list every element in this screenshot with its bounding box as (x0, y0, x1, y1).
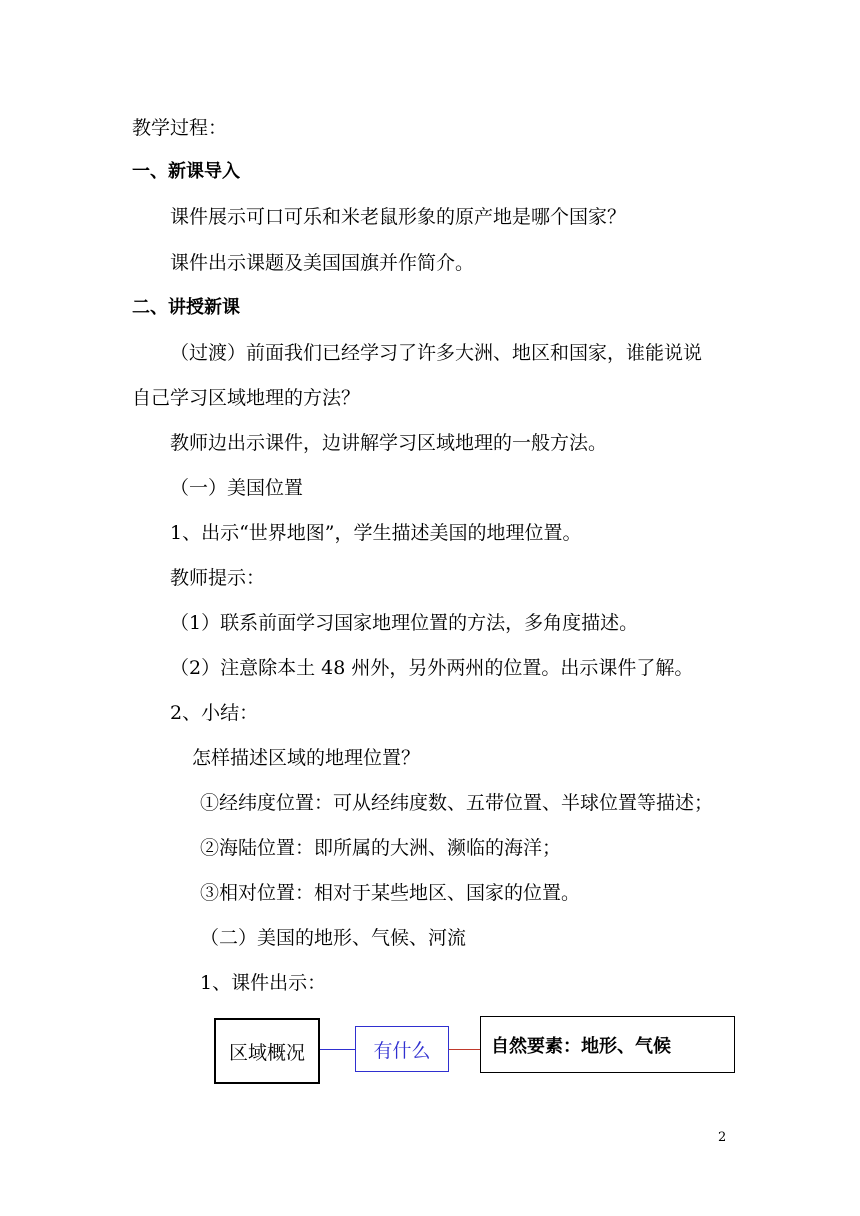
subsection-heading: （一）美国位置 (170, 477, 304, 499)
paragraph: 课件展示可口可乐和米老鼠形象的原产地是哪个国家？ (170, 206, 627, 228)
subsection-heading: （二）美国的地形、气候、河流 (200, 927, 467, 949)
paragraph: 教师边出示课件，边讲解学习区域地理的一般方法。 (170, 432, 608, 454)
connector-line (320, 1049, 355, 1050)
section-heading-teaching: 二、讲授新课 (132, 297, 240, 318)
list-item: （2）注意除本土 48 州外，另外两州的位置。出示课件了解。 (170, 657, 694, 679)
list-item: ②海陆位置：即所属的大洲、濒临的海洋； (200, 837, 562, 859)
list-item: （1）联系前面学习国家地理位置的方法，多角度描述。 (170, 612, 639, 634)
page-number: 2 (718, 1130, 727, 1145)
list-item: ①经纬度位置：可从经纬度数、五带位置、半球位置等描述； (200, 792, 714, 814)
paragraph: 教师提示： (170, 567, 266, 589)
what-box: 有什么 (355, 1026, 449, 1072)
list-item: ③相对位置：相对于某些地区、国家的位置。 (200, 882, 581, 904)
paragraph: 1、出示“世界地图”，学生描述美国的地理位置。 (170, 522, 582, 544)
connector-line (449, 1049, 480, 1050)
paragraph: 1、课件出示： (200, 972, 327, 994)
section-heading-intro: 一、新课导入 (132, 161, 240, 182)
paragraph: 2、小结： (170, 702, 259, 724)
paragraph: （过渡）前面我们已经学习了许多大洲、地区和国家，谁能说说 (170, 342, 703, 364)
paragraph: 怎样描述区域的地理位置？ (192, 747, 421, 769)
region-overview-box: 区域概况 (214, 1018, 320, 1084)
natural-elements-box: 自然要素：地形、气候 (480, 1016, 735, 1073)
lesson-process-label: 教学过程： (132, 117, 228, 139)
paragraph: 自己学习区域地理的方法？ (132, 387, 361, 409)
paragraph: 课件出示课题及美国国旗并作简介。 (170, 252, 475, 274)
